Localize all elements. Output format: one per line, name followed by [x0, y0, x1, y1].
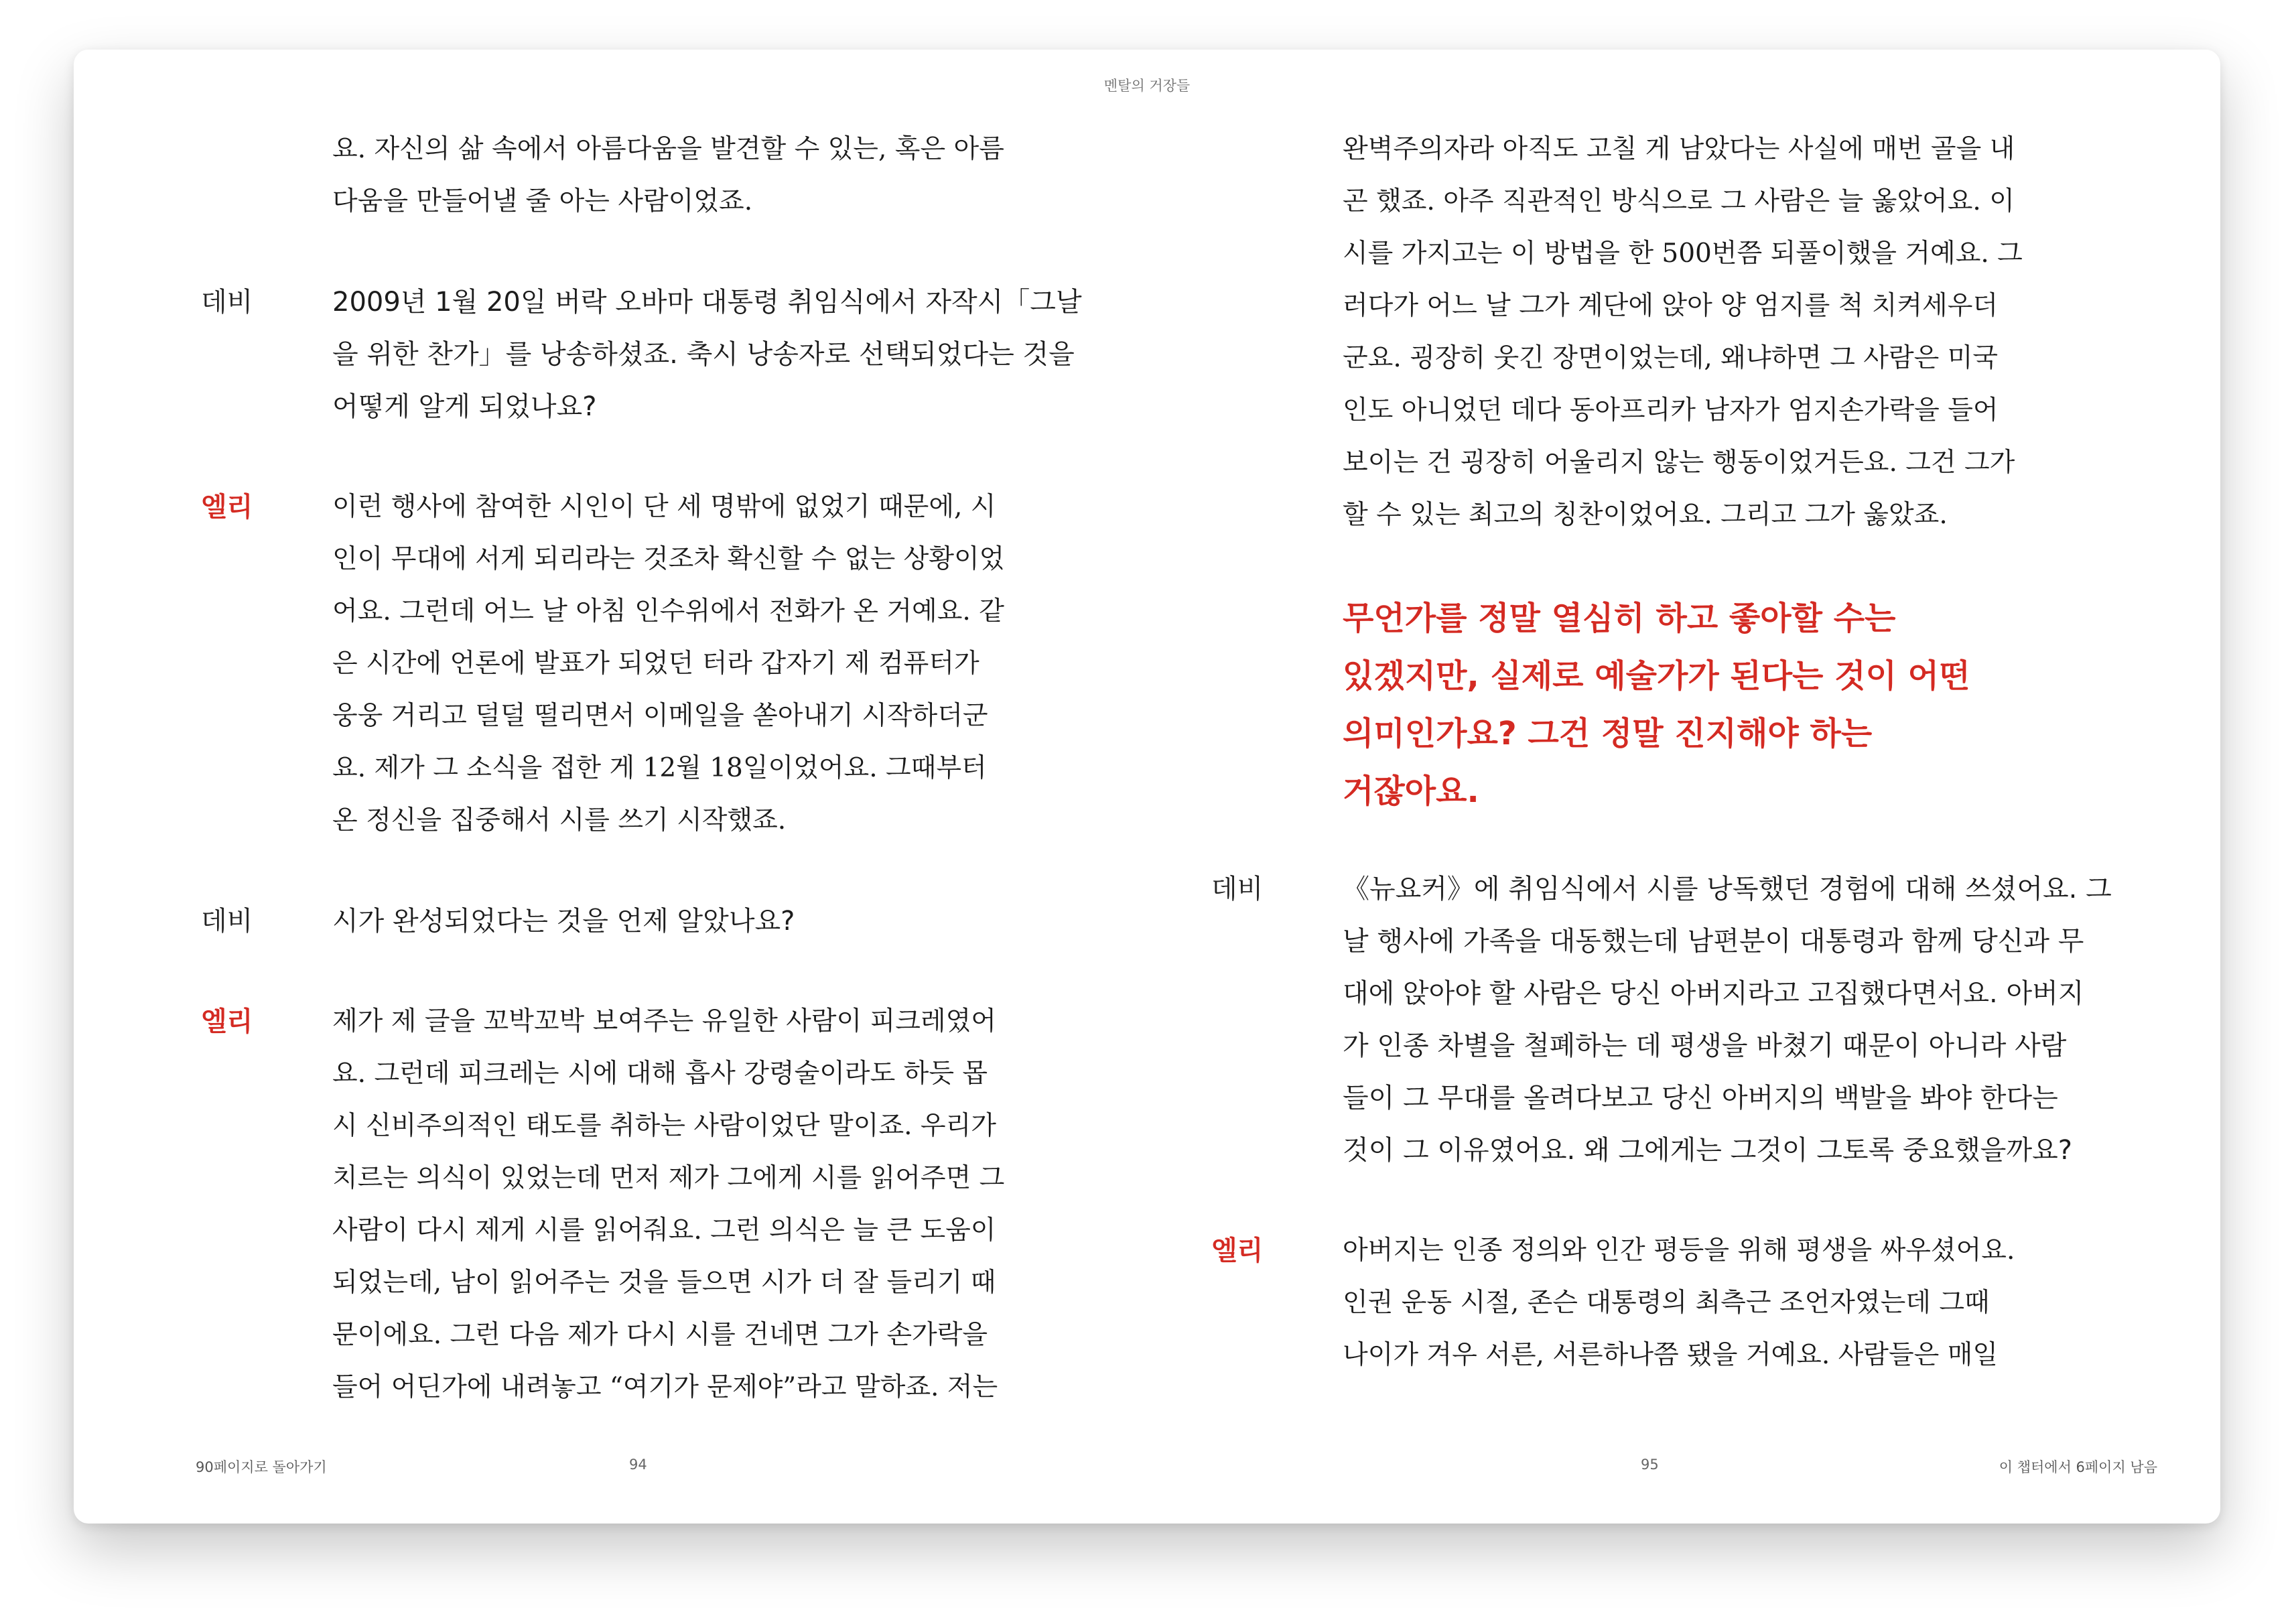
back-to-page-link[interactable]: 90페이지로 돌아가기	[196, 1459, 327, 1475]
left-page	[201, 123, 1152, 1462]
text-line: 들어 어딘가에 내려놓고 “여기가 문제야”라고 말하죠. 저는	[332, 1372, 998, 1402]
text-line: 가 인종 차별을 철폐하는 데 평생을 바쳤기 때문이 아니라 사람	[1343, 1030, 2067, 1061]
text-line: 인이 무대에 서게 되리라는 것조차 확신할 수 없는 상황이었	[332, 544, 1005, 574]
dialogue-paragraph	[201, 481, 1152, 847]
text-line: 요. 제가 그 소식을 접한 게 12월 18일이었어요. 그때부터	[332, 753, 987, 783]
text-line: 다움을 만들어낼 줄 아는 사람이었죠.	[332, 186, 753, 216]
text-line: 러다가 어느 날 그가 계단에 앉아 양 엄지를 척 치켜세우더	[1343, 291, 1999, 321]
text-line: 군요. 굉장히 웃긴 장면이었는데, 왜냐하면 그 사람은 미국	[1343, 343, 1999, 373]
speaker-label: 엘리	[1211, 1235, 1264, 1266]
text-line: 날 행사에 가족을 대동했는데 남편분이 대통령과 함께 당신과 무	[1343, 926, 2084, 957]
text-line: 사람이 다시 제게 시를 읽어줘요. 그런 의식은 늘 큰 도움이	[332, 1215, 996, 1245]
pull-quote	[1211, 590, 2163, 820]
text-line: 온 정신을 집중해서 시를 쓰기 시작했죠.	[332, 805, 787, 835]
text-line: 들이 그 무대를 올려다보고 당신 아버지의 백발을 봐야 한다는	[1343, 1083, 2058, 1113]
text-line: 제가 제 글을 꼬박꼬박 보여주는 유일한 사람이 피크레였어	[332, 1006, 996, 1036]
right-page	[1211, 123, 2163, 1430]
dialogue-paragraph	[201, 123, 1152, 228]
speaker-label: 데비	[201, 287, 253, 318]
text-line: 되었는데, 남이 읽어주는 것을 들으면 시가 더 잘 들리기 때	[332, 1268, 996, 1298]
text-line: 인도 아니었던 데다 동아프리카 남자가 엄지손가락을 들어	[1343, 395, 1999, 425]
dialogue-paragraph	[1211, 863, 2163, 1176]
speaker-label: 엘리	[201, 1006, 253, 1037]
text-line: 시 신비주의적인 태도를 취하는 사람이었단 말이죠. 우리가	[332, 1111, 996, 1141]
reader-window	[74, 50, 2220, 1524]
text-line: 대에 앉아야 할 사람은 당신 아버지라고 고집했다면서요. 아버지	[1343, 978, 2084, 1009]
chapter-pages-remaining: 이 챕터에서 6페이지 남음	[1999, 1459, 2157, 1475]
text-line: 어떻게 알게 되었나요?	[332, 391, 597, 422]
text-line: 웅웅 거리고 덜덜 떨리면서 이메일을 쏟아내기 시작하더군	[332, 701, 988, 731]
text-line: 요. 자신의 삶 속에서 아름다움을 발견할 수 있는, 혹은 아름	[332, 134, 1004, 164]
text-line: 치르는 의식이 있었는데 먼저 제가 그에게 시를 읽어주면 그	[332, 1163, 1005, 1193]
text-line: 을 위한 찬가」를 낭송하셨죠. 축시 낭송자로 선택되었다는 것을	[332, 339, 1075, 370]
text-line: 시를 가지고는 이 방법을 한 500번쯤 되풀이했을 거예요. 그	[1343, 239, 2023, 269]
text-line: 나이가 겨우 서른, 서른하나쯤 됐을 거예요. 사람들은 매일	[1343, 1340, 1999, 1370]
text-line: 은 시간에 언론에 발표가 되었던 터라 갑자기 제 컴퓨터가	[332, 649, 980, 679]
text-line: 문이에요. 그런 다음 제가 다시 시를 건네면 그가 손가락을	[332, 1320, 988, 1350]
book-title: 멘탈의 거장들	[1103, 78, 1191, 94]
text-line: 요. 그런데 피크레는 시에 대해 흡사 강령술이라도 하듯 몹	[332, 1059, 988, 1089]
speaker-label: 데비	[201, 906, 253, 937]
speaker-label: 엘리	[201, 492, 253, 523]
dialogue-paragraph	[201, 996, 1152, 1414]
text-line: 아버지는 인종 정의와 인간 평등을 위해 평생을 싸우셨어요.	[1343, 1235, 2015, 1266]
pull-quote-line: 의미인가요? 그건 정말 진지해야 하는	[1343, 715, 1873, 752]
text-line: 보이는 건 굉장히 어울리지 않는 행동이었거든요. 그건 그가	[1343, 448, 2015, 478]
dialogue-paragraph	[1211, 123, 2163, 541]
page-number-right: 95	[1641, 1457, 1659, 1473]
text-line: 완벽주의자라 아직도 고칠 게 남았다는 사실에 매번 골을 내	[1343, 134, 2015, 164]
text-line: 것이 그 이유였어요. 왜 그에게는 그것이 그토록 중요했을까요?	[1343, 1135, 2072, 1166]
pull-quote-line: 거잖아요.	[1343, 772, 1479, 810]
text-line: 할 수 있는 최고의 칭찬이었어요. 그리고 그가 옳았죠.	[1343, 500, 1948, 530]
text-line: 곤 했죠. 아주 직관적인 방식으로 그 사람은 늘 옳았어요. 이	[1343, 186, 2015, 216]
dialogue-paragraph	[1211, 1225, 2163, 1381]
text-line: 《뉴요커》에 취임식에서 시를 낭독했던 경험에 대해 쓰셨어요. 그	[1343, 874, 2112, 904]
dialogue-paragraph	[201, 276, 1152, 433]
dialogue-paragraph	[201, 895, 1152, 947]
text-line: 어요. 그런데 어느 날 아침 인수위에서 전화가 온 거예요. 같	[332, 596, 1004, 626]
pull-quote-line: 있겠지만, 실제로 예술가가 된다는 것이 어떤	[1343, 657, 1970, 695]
text-line: 시가 완성되었다는 것을 언제 알았나요?	[332, 906, 795, 937]
text-line: 인권 운동 시절, 존슨 대통령의 최측근 조언자였는데 그때	[1343, 1288, 1990, 1318]
pull-quote-line: 무언가를 정말 열심히 하고 좋아할 수는	[1343, 600, 1896, 637]
page-number-left: 94	[629, 1457, 647, 1473]
text-line: 2009년 1월 20일 버락 오바마 대통령 취임식에서 자작시「그날	[332, 287, 1082, 318]
speaker-label: 데비	[1211, 874, 1264, 904]
text-line: 이런 행사에 참여한 시인이 단 세 명밖에 없었기 때문에, 시	[332, 492, 996, 522]
